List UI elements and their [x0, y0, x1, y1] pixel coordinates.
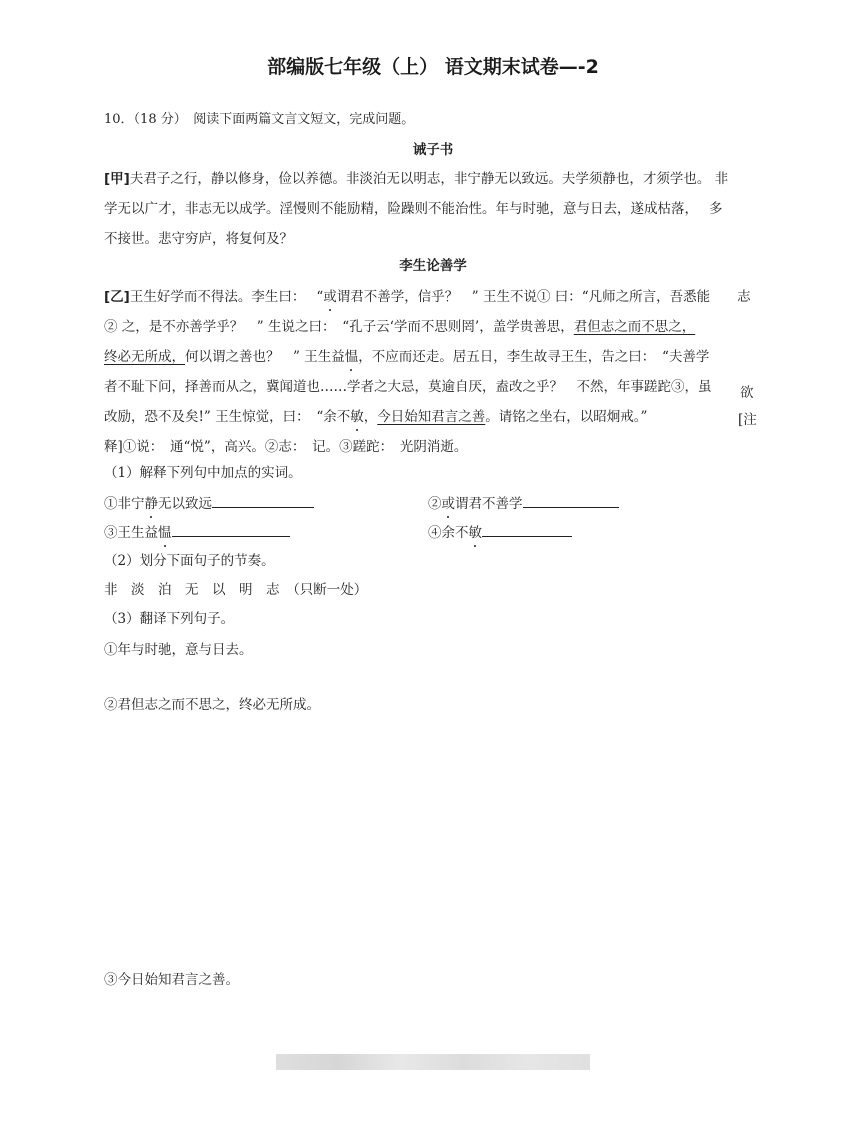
dotted-char: 敏 [350, 409, 364, 425]
dotted-char: 或 [441, 496, 455, 512]
answer-blank[interactable] [212, 493, 314, 508]
passage-b-notes: 释]①说： 通“悦”，高兴。②志： 记。③蹉跎： 光阴消逝。 [104, 439, 468, 455]
passage-b-line-1: [乙]王生好学而不得法。李生曰： “或谓君不善学，信乎？ ” 王生不说① 曰：“凡师之所言，吾悉能 志 [104, 289, 751, 305]
underlined-sentence: 终必无所成， [104, 349, 185, 365]
page-title: 部编版七年级（上） 语文期末试卷—-2 [267, 56, 599, 78]
answer-blank[interactable] [482, 522, 572, 537]
sub1-item-1: ①非宁静无以致远 [104, 492, 314, 512]
passage-b-line-3: 终必无所成，何以谓之善也？ ” 王生益愠，不应而还走。居五日，李生故寻王生，告之曰： “夫善学 [104, 349, 710, 365]
answer-blank[interactable] [172, 522, 290, 537]
passage-a-tag: [甲] [104, 171, 130, 187]
dotted-char: 或 [323, 289, 337, 305]
passage-b-note-start: [注 [738, 412, 757, 428]
passage-a-line-1: [甲]夫君子之行，静以修身，俭以养德。非淡泊无以明志，非宁静无以致远。夫学须静也，才须学也。 非 [104, 171, 729, 187]
sub2-sentence: 非 淡 泊 无 以 明 志 （只断一处） [104, 582, 368, 598]
sub1-item-3: ③王生益愠 [104, 521, 290, 541]
sub3-item-1: ①年与时驰，意与日去。 [104, 642, 253, 658]
answer-blank[interactable] [523, 493, 619, 508]
question-intro: 10．（18 分） 阅读下面两篇文言文短文，完成问题。 [104, 112, 415, 127]
dotted-char: 敏 [468, 525, 482, 541]
passage-a-line-3: 不接世。悲守穷庐，将复何及？ [104, 231, 293, 247]
sub1-item-2: ②或谓君不善学 [428, 492, 619, 512]
passage-a-heading: 诫子书 [412, 142, 454, 158]
sub1-item-4: ④余不敏 [428, 521, 572, 541]
sub3-item-2: ②君但志之而不思之，终必无所成。 [104, 697, 320, 713]
sub3-item-3: ③今日始知君言之善。 [104, 972, 239, 988]
passage-b-line-5: 改励，恐不及矣!” 王生惊觉，曰： “余不敏，今日始知君言之善。请铭之坐右，以昭炯戒。” [104, 409, 661, 425]
underlined-sentence: 君但志之而不思之， [573, 319, 696, 335]
passage-a-line-2: 学无以广才，非志无以成学。淫慢则不能励精，险躁则不能治性。年与时驰，意与日去，遂成枯落， 多 [104, 201, 723, 217]
footer-watermark [276, 1054, 590, 1070]
dotted-char: 愠 [158, 525, 172, 541]
underlined-sentence: 今日始知君言之善 [377, 409, 486, 425]
passage-b-line-2: ② 之，是不亦善学乎？ ” 生说之曰： “孔子云‘学而不思则罔’，盖学贵善思，君但志之而不思之， [104, 319, 696, 335]
passage-b-line-4: 者不耻下问，择善而从之，冀闻道也……学者之大忌，莫逾自厌，盍改之乎？ 不然，年事蹉跎③，虽 [104, 379, 712, 395]
dotted-char: 静 [144, 496, 158, 512]
sub1-label: （1）解释下列句中加点的实词。 [104, 465, 302, 481]
dotted-char: 愠 [344, 349, 359, 365]
sub2-label: （2）划分下面句子的节奏。 [104, 553, 275, 569]
passage-b-tag: [乙] [104, 289, 130, 305]
passage-b-side-char: 欲 [740, 385, 754, 401]
passage-b-heading: 李生论善学 [399, 258, 467, 274]
sub3-label: （3）翻译下列句子。 [104, 611, 235, 627]
